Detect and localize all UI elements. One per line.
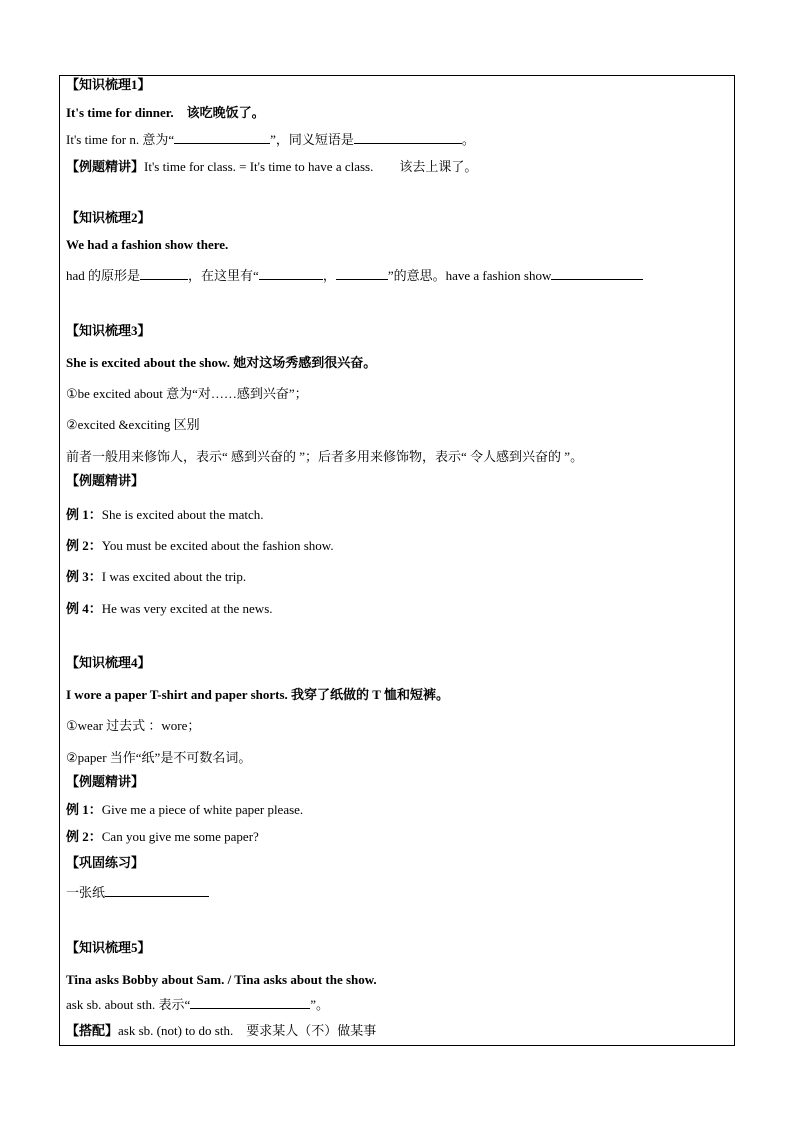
section5-sentence: Tina asks Bobby about Sam. / Tina asks about the show.: [66, 972, 377, 987]
section2-sentence: We had a fashion show there.: [66, 237, 229, 252]
fill-blank[interactable]: [336, 267, 388, 280]
example-line: 例 2：You must be excited about the fashion show.: [66, 538, 334, 553]
section3-point1: ①be excited about 意为“对……感到兴奋”；: [66, 386, 308, 401]
example-line: 例 1：Give me a piece of white paper please.: [66, 802, 304, 817]
fill-blank[interactable]: [140, 267, 188, 280]
section4-practice: 一张纸: [66, 884, 209, 902]
example-line: 例 1：She is excited about the match.: [66, 507, 264, 522]
section1-example: 【例题精讲】It's time for class. = It's time to have a class. 该去上课了。: [66, 159, 478, 174]
section5-note: ask sb. about sth. 表示“ ”。: [66, 997, 329, 1012]
fill-blank[interactable]: [259, 267, 323, 280]
section1-heading: 【知识梳理1】: [66, 77, 151, 92]
fill-blank[interactable]: [190, 996, 310, 1009]
section4-sentence: I wore a paper T-shirt and paper shorts. 我穿了纸做的 T 恤和短裤。: [66, 687, 449, 702]
section1-note: It's time for n. 意为“ ”，同义短语是 。: [66, 132, 475, 147]
section2-note: had 的原形是 ，在这里有“ ， ”的意思。have a fashion show: [66, 267, 643, 285]
fill-blank[interactable]: [174, 131, 270, 144]
fill-blank[interactable]: [354, 131, 462, 144]
section4-point2: ②paper 当作“纸”是不可数名词。: [66, 750, 252, 765]
section3-point2: ②excited &exciting 区别: [66, 417, 200, 432]
section4-practice-label: 【巩固练习】: [66, 855, 145, 870]
section5-heading: 【知识梳理5】: [66, 940, 151, 955]
example-line: 例 3：I was excited about the trip.: [66, 569, 247, 584]
section3-heading: 【知识梳理3】: [66, 323, 151, 338]
example-line: 例 4：He was very excited at the news.: [66, 601, 273, 616]
section3-explain: 前者一般用来修饰人，表示“ 感到兴奋的 ”；后者多用来修饰物，表示“ 令人感到兴奋的 ”。: [66, 449, 584, 464]
section1-sentence: It's time for dinner. 该吃晚饭了。: [66, 105, 265, 120]
fill-blank[interactable]: [551, 267, 643, 280]
section4-point1: ①wear 过去式 ：wore；: [66, 718, 201, 733]
section2-heading: 【知识梳理2】: [66, 210, 151, 225]
fill-blank[interactable]: [105, 884, 209, 897]
section3-sentence: She is excited about the show. 她对这场秀感到很兴奋。: [66, 355, 377, 370]
example-line: 例 2：Can you give me some paper?: [66, 829, 259, 844]
section3-example-label: 【例题精讲】: [66, 473, 145, 488]
section5-collocation: 【搭配】ask sb. (not) to do sth. 要求某人（不）做某事: [66, 1023, 377, 1038]
section4-example-label: 【例题精讲】: [66, 774, 145, 789]
section4-heading: 【知识梳理4】: [66, 655, 151, 670]
